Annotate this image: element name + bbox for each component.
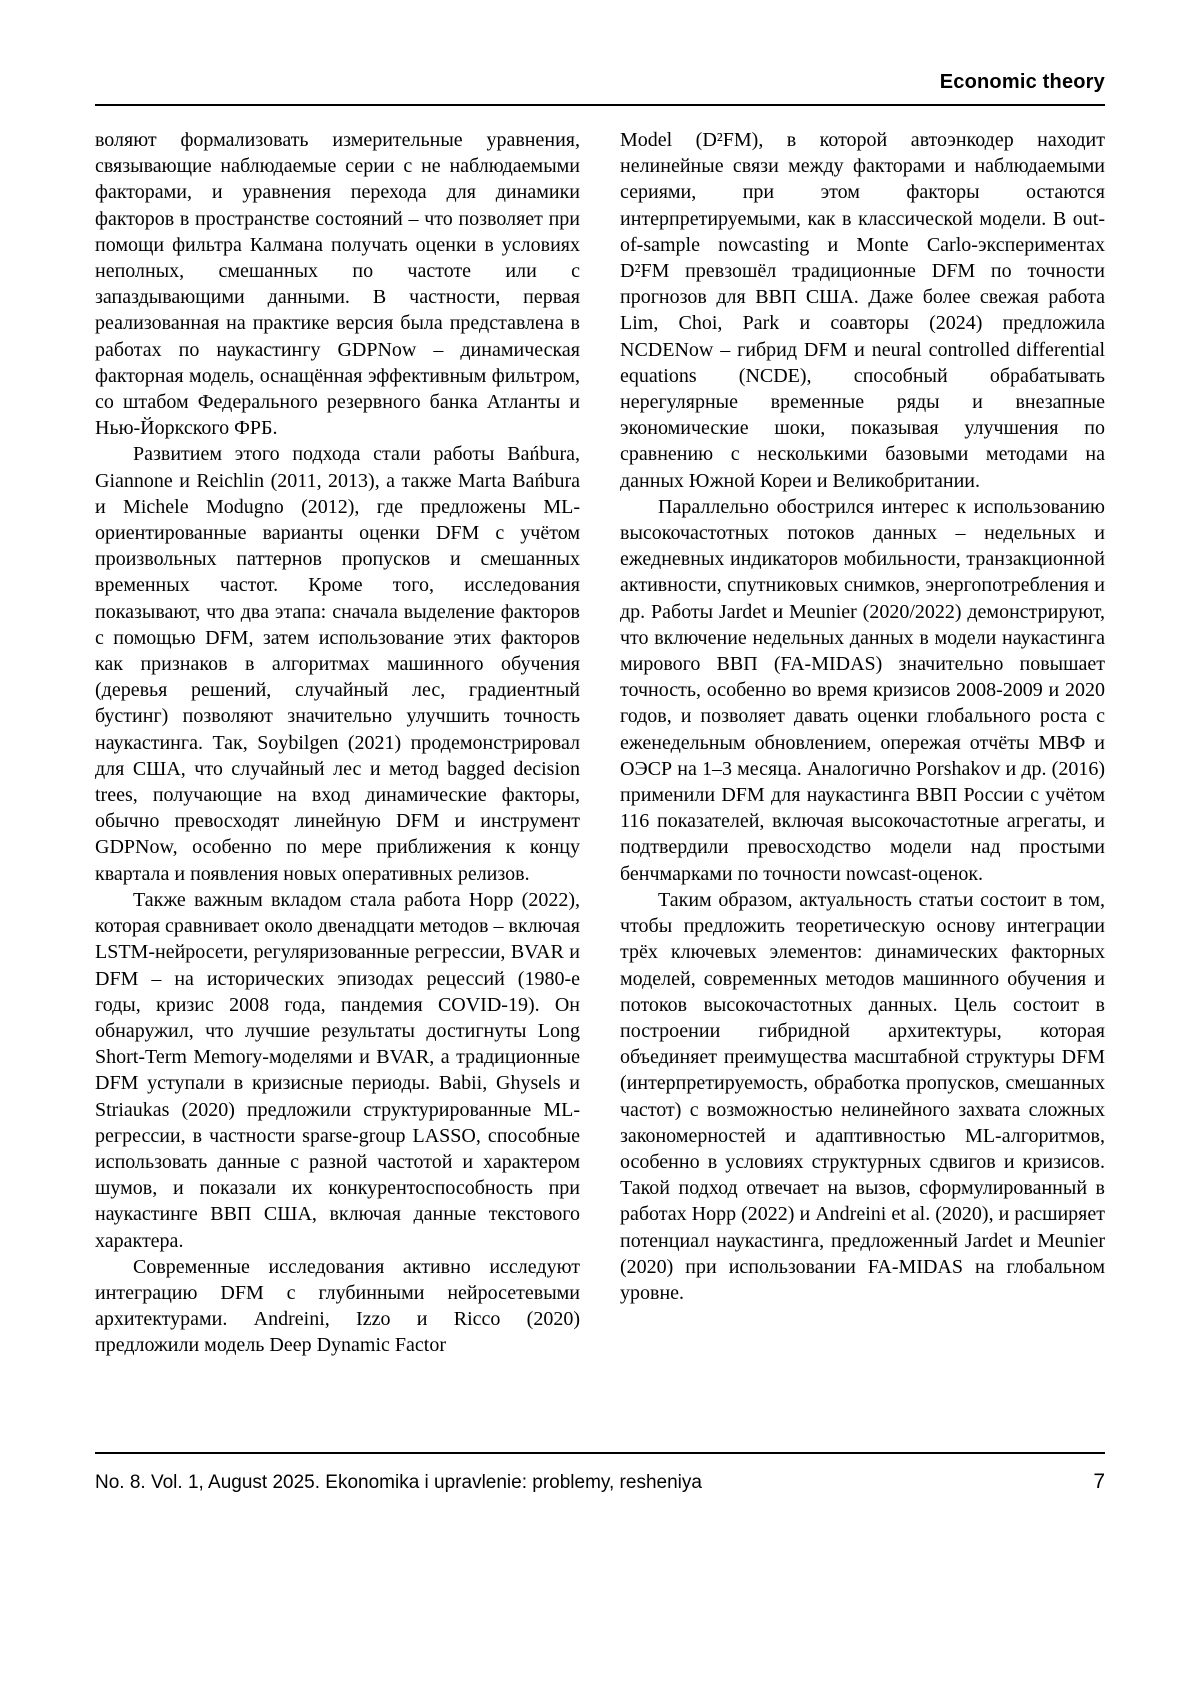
page-number: 7	[1093, 1470, 1105, 1493]
paragraph: Таким образом, актуальность статьи состоит в том, чтобы предложить теоретическую основу интеграции трёх ключевых элементов: динамических факторных моделей, современных методов машинного обучения и потоков высокочастотных данных. Цель состоит в построении гибридной архитектуры, которая объединяет преимущества масштабной структуры DFM (интерпретируемость, обработка пропусков, смешанных частот) с возможностью нелинейного захвата сложных закономерностей и адаптивностью ML-алгоритмов, особенно в условиях структурных сдвигов и кризисов. Такой подход отвечает на вызов, сформулированный в работах Hopp (2022) и Andreini et al. (2020), и расширяет потенциал наукастинга, предложенный Jardet и Meunier (2020) при использовании FA-MIDAS на глобальном уровне.	[620, 888, 1105, 1304]
header-rule	[95, 104, 1105, 106]
paragraph: Model (D²FM), в которой автоэнкодер находит нелинейные связи между факторами и наблюдаемыми сериями, при этом факторы остаются интерпретируемыми, как в классической модели. В out-of-sample nowcasting и Monte Carlo-экспериментах D²FM превзошёл традиционные DFM по точности прогнозов для ВВП США. Даже более свежая работа Lim, Choi, Park и соавторы (2024) предложила NCDENow – гибрид DFM и neural controlled differential equations (NCDE), способный обрабатывать нерегулярные временные ряды и внезапные экономические шоки, показывая улучшения по сравнению с несколькими базовыми методами на данных Южной Кореи и Великобритании.	[620, 129, 1105, 492]
paragraph: Также важным вкладом стала работа Hopp (2022), которая сравнивает около двенадцати методов – включая LSTM-нейросети, регуляризованные регрессии, BVAR и DFM – на исторических эпизодах рецессий (1980-е годы, кризис 2008 года, пандемия COVID-19). Он обнаружил, что лучшие результаты достигнуты Long Short-Term Memory-моделями и BVAR, а традиционные DFM уступали в кризисные периоды. Babii, Ghysels и Striaukas (2020) предложили структурированные ML-регрессии, в частности sparse-group LASSO, способные использовать данные с разной частотой и характером шумов, и показали их конкурентоспособность при наукастинге ВВП США, включая данные текстового характера.	[95, 888, 580, 1252]
article-body	[95, 127, 1105, 1359]
page-header	[95, 0, 1105, 106]
left-column	[95, 127, 580, 1359]
right-column	[620, 127, 1105, 1359]
section-heading: Economic theory	[939, 71, 1105, 93]
paragraph: воляют формализовать измерительные уравнения, связывающие наблюдаемые серии с не наблюдаемыми факторами, и уравнения перехода для динамики факторов в пространстве состояний – что позволяет при помощи фильтра Калмана получать оценки в условиях неполных, смешанных по частоте или с запаздывающими данными. В частности, первая реализованная на практике версия была представлена в работах по наукастингу GDPNow – динамическая факторная модель, оснащённая эффективным фильтром, со штабом Федерального резервного банка Атланты и Нью-Йоркского ФРБ.	[95, 129, 580, 440]
page-footer	[95, 1452, 1105, 1494]
journal-info: No. 8. Vol. 1, August 2025. Ekonomika i upravlenie: problemy, resheniya	[95, 1472, 702, 1493]
paragraph: Развитием этого подхода стали работы Bańbura, Giannone и Reichlin (2011, 2013), а также Marta Bańbura и Michele Modugno (2012), где предложены ML-ориентированные варианты оценки DFM с учётом произвольных паттернов пропусков и смешанных временных частот. Кроме того, исследования показывают, что два этапа: сначала выделение факторов с помощью DFM, затем использование этих факторов как признаков в алгоритмах машинного обучения (деревья решений, случайный лес, градиентный бустинг) позволяют значительно улучшить точность наукастинга. Так, Soybilgen (2021) продемонстрировал для США, что случайный лес и метод bagged decision trees, получающие на вход динамические факторы, обычно превосходят линейную DFM и инструмент GDPNow, особенно по мере приближения к концу квартала и появления новых оперативных релизов.	[95, 443, 580, 885]
paragraph: Параллельно обострился интерес к использованию высокочастотных потоков данных – недельных и ежедневных индикаторов мобильности, транзакционной активности, спутниковых снимков, энергопотребления и др. Работы Jardet и Meunier (2020/2022) демонстрируют, что включение недельных данных в модели наукастинга мирового ВВП (FA-MIDAS) значительно повышает точность, особенно во время кризисов 2008-2009 и 2020 годов, и позволяет давать оценки глобального роста с еженедельным обновлением, опережая отчёты МВФ и ОЭСР на 1–3 месяца. Аналогично Porshakov и др. (2016) применили DFM для наукастинга ВВП России с учётом 116 показателей, включая высокочастотные агрегаты, и подтвердили превосходство модели над простыми бенчмарками по точности nowcast-оценок.	[620, 495, 1105, 885]
paragraph: Современные исследования активно исследуют интеграцию DFM с глубинными нейросетевыми архитектурами. Andreini, Izzo и Ricco (2020) предложили модель Deep Dynamic Factor	[95, 1255, 580, 1357]
